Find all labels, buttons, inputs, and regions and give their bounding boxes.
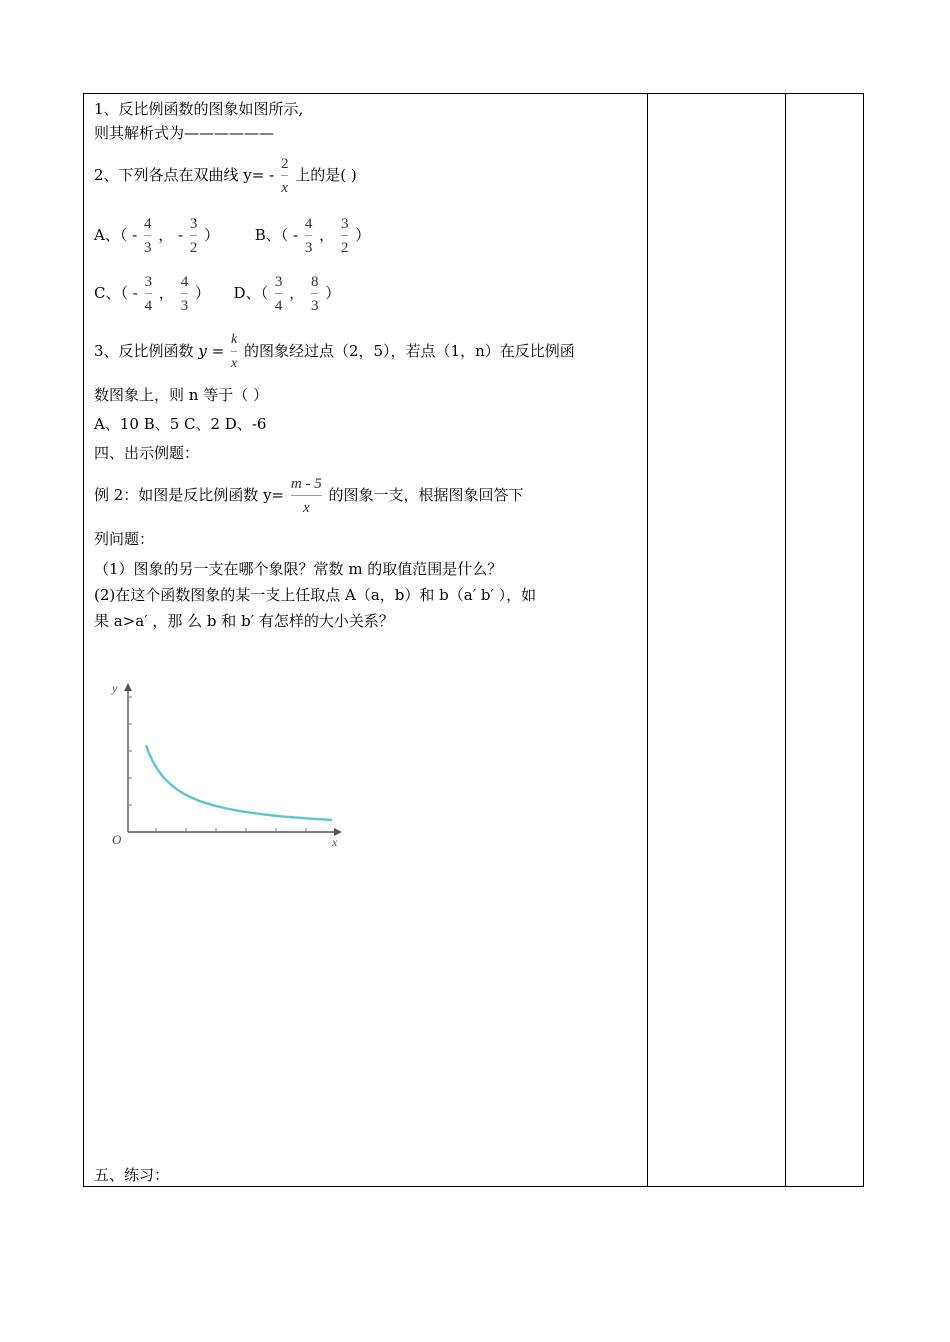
worksheet-table [83,93,864,1187]
example-2-part-2: (2)在这个函数图象的某一支上任取点 A（a，b）和 b（a′ b′ ），如 [94,586,537,604]
fraction-denominator: 2 [341,237,349,258]
option-d-fraction-2 [311,272,319,316]
fraction-numerator: k [230,332,238,347]
section-5-heading: 五、练习： [94,1166,170,1184]
option-c-label: C、（ - [94,284,138,302]
option-a-fraction-2 [190,214,198,258]
option-b-fraction-2 [341,214,349,258]
example-2 [94,474,524,518]
question-3 [94,330,575,374]
option-d-separator: ， [289,284,305,302]
option-d-label: D、（ [233,284,269,302]
question-2-prefix: 2、下列各点在双曲线 y= - [94,166,275,184]
example-2-suffix: 的图象一支，根据图象回答下 [328,486,524,504]
option-b-end: ） [355,226,371,244]
fraction-denominator: 2 [190,237,198,258]
option-a-end: ） [204,226,220,244]
question-2-options-ab [94,214,370,258]
hyperbola-curve [146,745,332,820]
fraction-numerator: 3 [189,216,198,232]
question-3-prefix: 3、反比例函数 [94,342,194,360]
fraction-denominator: 4 [145,295,153,316]
option-a-separator: ， - [158,226,184,244]
equals-sign: = [211,342,225,360]
option-c-fraction-2 [181,272,189,316]
fraction-numerator: 2 [280,156,289,172]
variable-y: y [198,342,207,360]
fraction-denominator: x [291,497,322,518]
option-b-separator: ， [319,226,335,244]
fraction-numerator: 4 [143,216,152,232]
fraction-numerator: 3 [274,274,283,290]
y-axis-arrow [124,683,132,691]
fraction-m-minus-5-over-x [291,474,322,518]
fraction-denominator: 3 [305,237,313,258]
question-3-options: A、10 B、5 C、2 D、-6 [94,415,267,433]
example-2-line-2: 列问题： [94,530,155,548]
fraction-denominator: 3 [181,295,189,316]
numerator-text: m - 5 [290,476,322,492]
example-2-part-3: 果 a>a′ ，那 么 b 和 b′ 有怎样的大小关系？ [94,612,394,630]
fraction-numerator: 4 [304,216,313,232]
fraction-denominator: 3 [144,237,152,258]
option-b-label: B、（ - [254,226,299,244]
fraction-numerator: 3 [340,216,349,232]
hyperbola-graph [106,680,346,850]
option-c-separator: ， [158,284,174,302]
column-divider-2 [785,94,786,1186]
option-a-label: A、（ - [94,226,138,244]
section-4-heading: 四、出示例题： [94,444,200,462]
question-2 [94,154,357,198]
question-1-line-1: 1、反比例函数的图象如图所示, [94,100,304,118]
fraction-numerator: 8 [310,274,319,290]
example-2-prefix: 例 2：如图是反比例函数 y= [94,486,285,504]
option-a-fraction-1 [144,214,152,258]
question-1-line-2: 则其解析式为—————— [94,124,275,142]
fraction-denominator: 3 [311,295,319,316]
fraction-2-over-x [281,154,289,198]
fraction-denominator: x [231,353,237,374]
fraction-numerator: 3 [144,274,153,290]
option-c-fraction-1 [145,272,153,316]
option-d-fraction-1 [275,272,283,316]
fraction-denominator: x [281,177,289,198]
option-b-fraction-1 [305,214,313,258]
question-3-line-2: 数图象上，则 n 等于（ ） [94,386,268,404]
example-2-part-1: （1）图象的另一支在哪个象限？常数 m 的取值范围是什么？ [94,560,503,578]
column-divider-1 [647,94,648,1186]
option-c-end: ） [194,284,210,302]
fraction-numerator [291,474,322,494]
fraction-denominator: 4 [275,295,283,316]
option-d-end: ） [325,284,341,302]
origin-label: O [112,832,122,847]
question-2-suffix: 上的是( ) [295,166,357,184]
fraction-k-over-x [231,330,237,374]
x-axis-label: x [332,835,338,849]
fraction-numerator: 4 [180,274,189,290]
y-axis-label: y [112,681,118,695]
question-2-options-cd [94,272,340,316]
question-3-suffix: 的图象经过点（2，5），若点（1，n）在反比例函 [243,342,575,360]
